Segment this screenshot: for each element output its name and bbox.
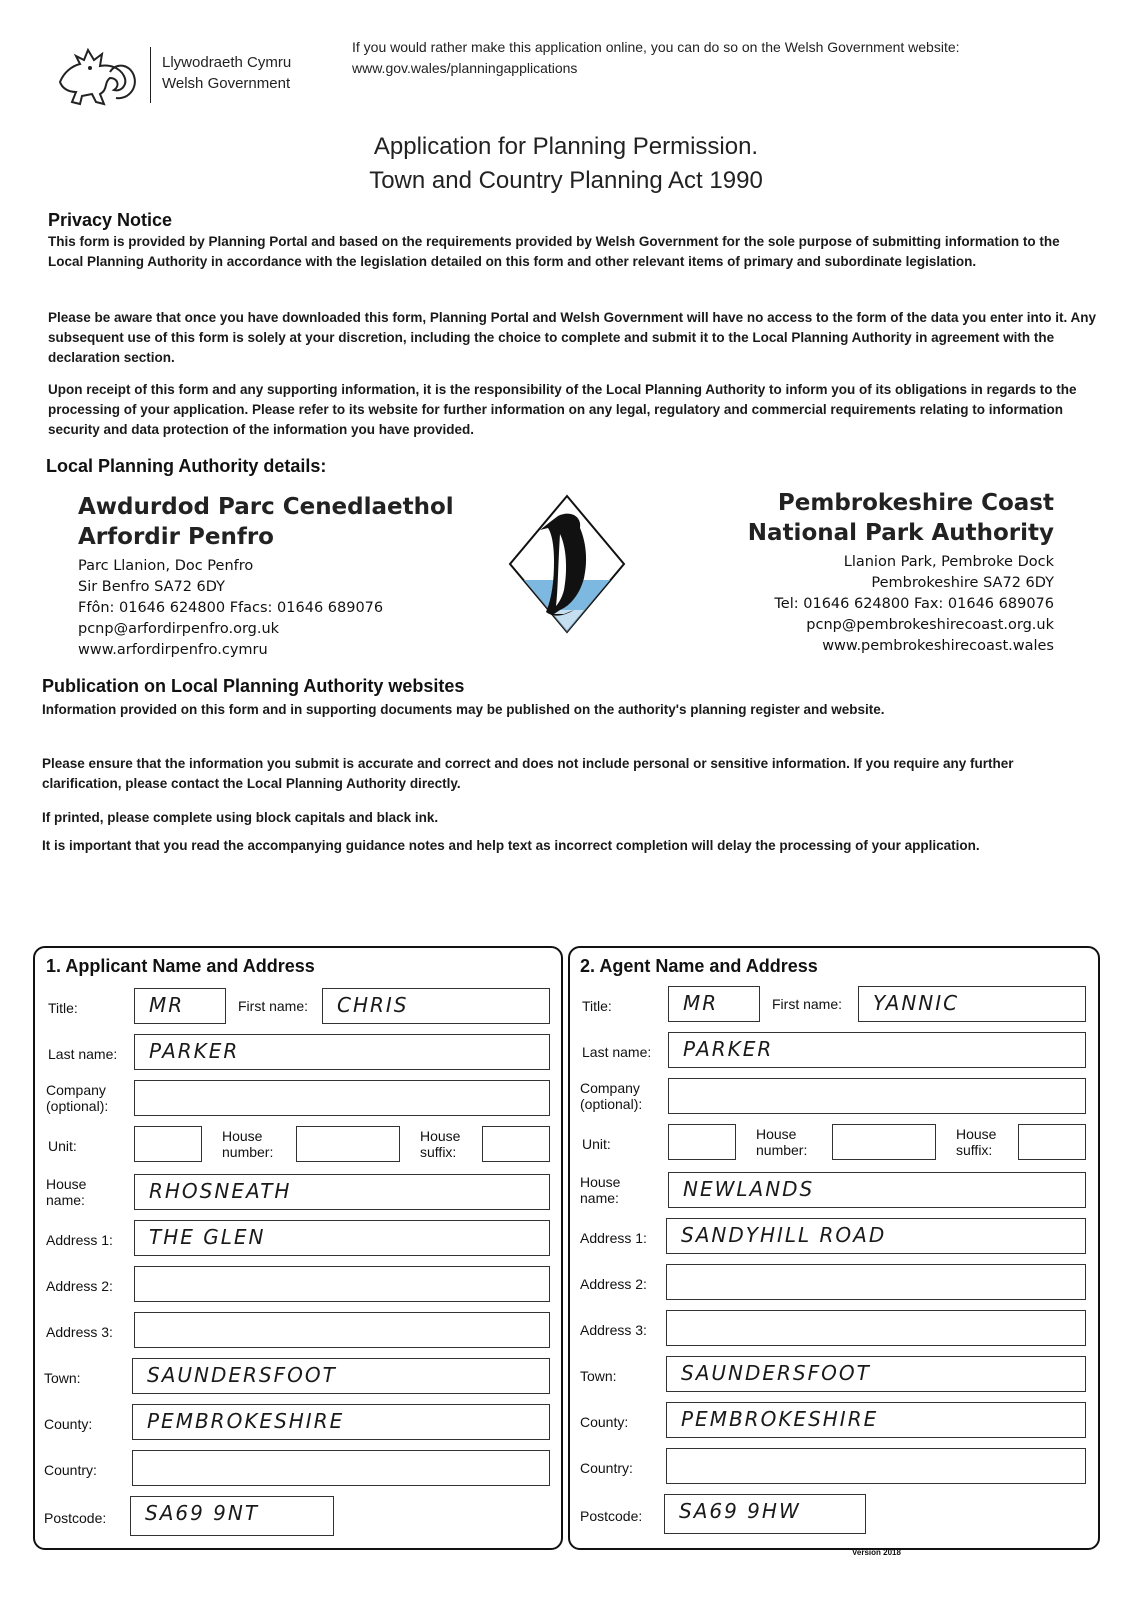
applicant-address1-label: Address 1:: [46, 1232, 113, 1248]
privacy-paragraph-1: This form is provided by Planning Portal and based on the requirements provided by Welsh Government for the sole purpose of submitting information to the Local Planning Authority in accordance with the legislation detailed on this form and other relevant items of primary and subordinate legislation.: [48, 234, 1060, 269]
publication-heading: Publication on Local Planning Authority websites: [42, 676, 465, 696]
agent-town-field[interactable]: SAUNDERSFOOT: [666, 1356, 1086, 1392]
form-title: [0, 130, 1132, 198]
agent-address3-label: Address 3:: [580, 1322, 647, 1338]
lpa-english-details: [748, 488, 1054, 657]
agent-first-name-field[interactable]: YANNIC: [858, 986, 1086, 1022]
agent-unit-label: Unit:: [582, 1136, 611, 1152]
lpa-welsh-name-1: Awdurdod Parc Cenedlaethol: [78, 494, 454, 520]
agent-company-label: [580, 1080, 642, 1112]
applicant-heading: 1. Applicant Name and Address: [46, 956, 315, 976]
form-title-line1: Application for Planning Permission.: [373, 133, 759, 160]
lpa-welsh-details: [78, 492, 454, 661]
lpa-welsh-website: www.arfordirpenfro.cymru: [78, 642, 268, 658]
agent-last-name-field[interactable]: PARKER: [668, 1032, 1086, 1068]
applicant-county-field[interactable]: PEMBROKESHIRE: [132, 1404, 550, 1440]
applicant-title-field[interactable]: MR: [134, 988, 226, 1024]
applicant-unit-label: Unit:: [48, 1138, 77, 1154]
house-name-label-line2: name:: [46, 1192, 85, 1208]
applicant-title-label: Title:: [48, 1000, 78, 1016]
online-application-note: [352, 37, 960, 79]
company-label-line1: Company: [46, 1082, 106, 1098]
agent-title-field[interactable]: MR: [668, 986, 760, 1022]
house-number-label-line2: number:: [222, 1144, 274, 1160]
applicant-house-number-field[interactable]: [296, 1126, 400, 1162]
lpa-heading: Local Planning Authority details:: [46, 456, 327, 476]
lpa-english-address-1: Llanion Park, Pembroke Dock: [843, 554, 1054, 570]
agent-last-name-label: Last name:: [582, 1044, 652, 1060]
applicant-postcode-label: Postcode:: [44, 1510, 107, 1526]
lpa-english-name-1: Pembrokeshire Coast: [777, 490, 1054, 516]
version-label: Version 2018: [852, 1548, 901, 1557]
lpa-english-website: www.pembrokeshirecoast.wales: [822, 638, 1054, 654]
logo-welsh-name: Llywodraeth Cymru: [162, 54, 292, 71]
applicant-address1-field[interactable]: THE GLEN: [134, 1220, 550, 1256]
house-number-label-line1: House: [756, 1126, 797, 1142]
house-number-label-line2: number:: [756, 1142, 808, 1158]
agent-house-name-label: [580, 1174, 620, 1206]
agent-county-label: County:: [580, 1414, 629, 1430]
logo-divider: [150, 47, 151, 103]
agent-address2-label: Address 2:: [580, 1276, 647, 1292]
applicant-country-field[interactable]: [132, 1450, 550, 1486]
applicant-country-label: Country:: [44, 1462, 97, 1478]
online-note-text: If you would rather make this application online, you can do so on the Welsh Government website:: [352, 39, 960, 55]
privacy-paragraph-2: Please be aware that once you have downloaded this form, Planning Portal and Welsh Government will have no access to the form of the data you enter into it. Any subsequent use of this form is solely at your discretion, including the choice to complete and submit it to the Local Planning Authority in agreement with the declaration section.: [48, 310, 1096, 365]
agent-company-field[interactable]: [668, 1078, 1086, 1114]
privacy-paragraph-3: Upon receipt of this form and any supporting information, it is the responsibility of the Local Planning Authority to inform you of its obligations in regards to the processing of your application. Please refer to its website for further information on any legal, regulatory and commercial requirements relating to information security and data protection of the information you have provided.: [48, 382, 1077, 437]
lpa-english-name-2: National Park Authority: [747, 520, 1054, 546]
applicant-company-field[interactable]: [134, 1080, 550, 1116]
lpa-welsh-address-1: Parc Llanion, Doc Penfro: [78, 558, 254, 574]
lpa-english-phone: Tel: 01646 624800 Fax: 01646 689076: [774, 596, 1054, 612]
agent-address2-field[interactable]: [666, 1264, 1086, 1300]
company-label-line1: Company: [580, 1080, 640, 1096]
agent-heading: 2. Agent Name and Address: [580, 956, 818, 976]
publication-paragraph-4: It is important that you read the accompanying guidance notes and help text as incorrect completion will delay the processing of your application.: [42, 838, 980, 853]
agent-town-label: Town:: [580, 1368, 617, 1384]
agent-address1-label: Address 1:: [580, 1230, 647, 1246]
agent-address3-field[interactable]: [666, 1310, 1086, 1346]
publication-paragraph-3: If printed, please complete using block capitals and black ink.: [42, 810, 439, 825]
house-number-label-line1: House: [222, 1128, 263, 1144]
agent-house-number-field[interactable]: [832, 1124, 936, 1160]
agent-house-suffix-label: [956, 1126, 996, 1158]
lpa-english-address-2: Pembrokeshire SA72 6DY: [871, 575, 1054, 591]
agent-unit-field[interactable]: [668, 1124, 736, 1160]
applicant-town-field[interactable]: SAUNDERSFOOT: [132, 1358, 550, 1394]
applicant-address2-label: Address 2:: [46, 1278, 113, 1294]
applicant-town-label: Town:: [44, 1370, 81, 1386]
house-name-label-line2: name:: [580, 1190, 619, 1206]
privacy-heading: Privacy Notice: [48, 210, 173, 230]
agent-house-name-field[interactable]: NEWLANDS: [668, 1172, 1086, 1208]
publication-paragraph-1: Information provided on this form and in supporting documents may be published on the authority's planning register and website.: [42, 702, 885, 717]
agent-postcode-label: Postcode:: [580, 1508, 643, 1524]
applicant-address2-field[interactable]: [134, 1266, 550, 1302]
agent-postcode-field[interactable]: SA69 9HW: [664, 1494, 866, 1534]
applicant-last-name-label: Last name:: [48, 1046, 118, 1062]
applicant-house-suffix-field[interactable]: [482, 1126, 550, 1162]
lpa-welsh-phone: Ffôn: 01646 624800 Ffacs: 01646 689076: [78, 600, 384, 616]
agent-country-field[interactable]: [666, 1448, 1086, 1484]
applicant-county-label: County:: [44, 1416, 93, 1432]
applicant-first-name-label: First name:: [238, 998, 309, 1014]
house-name-label-line1: House: [580, 1174, 621, 1190]
logo-english-name: Welsh Government: [162, 75, 291, 92]
agent-address1-field[interactable]: SANDYHILL ROAD: [666, 1218, 1086, 1254]
house-suffix-label-line2: suffix:: [956, 1142, 993, 1158]
applicant-house-number-label: [222, 1128, 273, 1160]
house-name-label-line1: House: [46, 1176, 87, 1192]
applicant-house-name-field[interactable]: RHOSNEATH: [134, 1174, 550, 1210]
company-label-line2: (optional):: [580, 1096, 643, 1112]
applicant-postcode-field[interactable]: SA69 9NT: [130, 1496, 334, 1536]
welsh-dragon-logo: [50, 42, 142, 108]
agent-country-label: Country:: [580, 1460, 633, 1476]
publication-paragraph-2: Please ensure that the information you submit is accurate and correct and does not include personal or sensitive information. If you require any further clarification, please contact the Local Planning Authority directly.: [42, 756, 1014, 791]
agent-title-label: Title:: [582, 998, 612, 1014]
house-suffix-label-line1: House: [420, 1128, 461, 1144]
house-suffix-label-line2: suffix:: [420, 1144, 457, 1160]
applicant-house-name-label: [46, 1176, 86, 1208]
applicant-first-name-field[interactable]: CHRIS: [322, 988, 550, 1024]
applicant-unit-field[interactable]: [134, 1126, 202, 1162]
applicant-last-name-field[interactable]: PARKER: [134, 1034, 550, 1070]
applicant-house-suffix-label: [420, 1128, 460, 1160]
lpa-welsh-address-2: Sir Benfro SA72 6DY: [78, 579, 225, 595]
form-title-line2: Town and Country Planning Act 1990: [369, 167, 763, 194]
company-label-line2: (optional):: [46, 1098, 109, 1114]
online-url: www.gov.wales/planningapplications: [352, 60, 578, 76]
house-suffix-label-line1: House: [956, 1126, 997, 1142]
applicant-address3-field[interactable]: [134, 1312, 550, 1348]
lpa-english-email: pcnp@pembrokeshirecoast.org.uk: [806, 617, 1054, 633]
applicant-address3-label: Address 3:: [46, 1324, 113, 1340]
national-park-razorbill-logo: [508, 494, 626, 634]
lpa-welsh-name-2: Arfordir Penfro: [78, 524, 274, 550]
government-wordmark: [162, 52, 291, 94]
agent-house-number-label: [756, 1126, 807, 1158]
agent-first-name-label: First name:: [772, 996, 843, 1012]
applicant-company-label: [46, 1082, 108, 1114]
agent-house-suffix-field[interactable]: [1018, 1124, 1086, 1160]
lpa-welsh-email: pcnp@arfordirpenfro.org.uk: [78, 621, 280, 637]
agent-county-field[interactable]: PEMBROKESHIRE: [666, 1402, 1086, 1438]
